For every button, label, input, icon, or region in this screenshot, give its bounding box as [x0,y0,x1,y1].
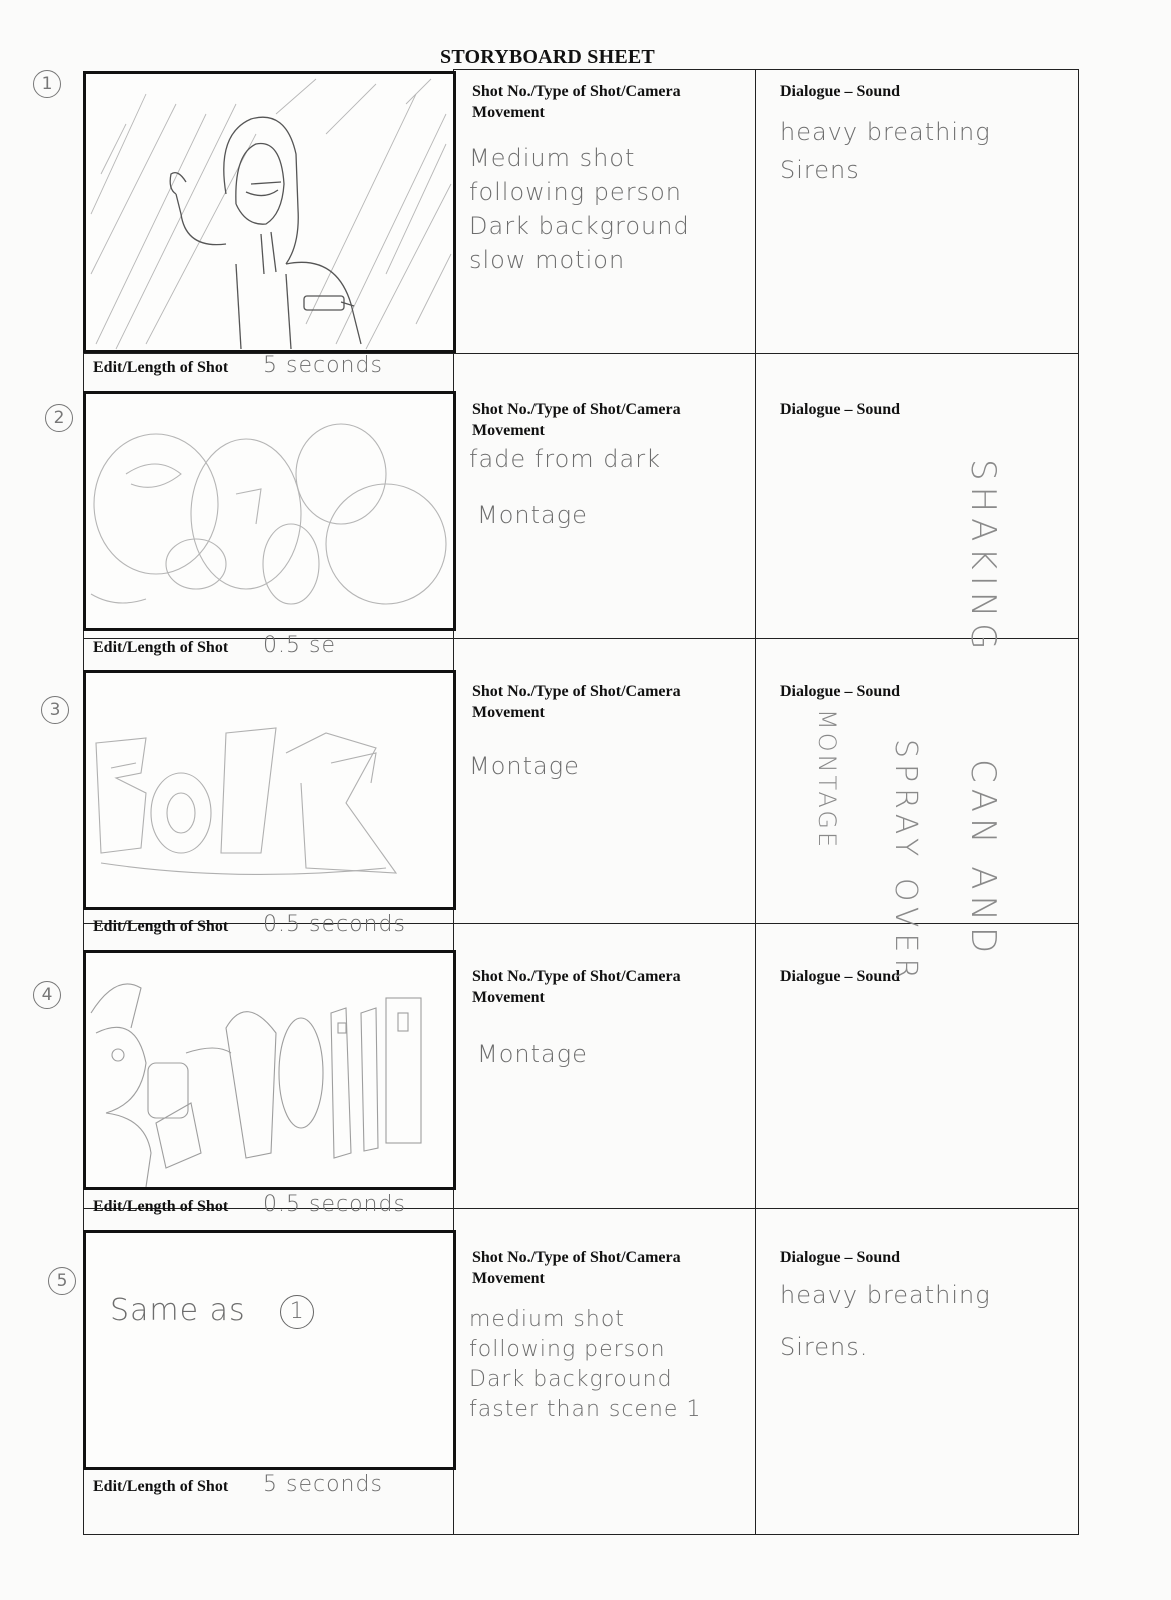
edit-length-value-2: 0.5 se [263,633,336,658]
dialogue-notes-5 [780,1269,991,1373]
dialogue-header-3: Dialogue – Sound [780,683,901,700]
shot-note: Medium shot [469,144,636,172]
shot-frame-5 [83,1230,456,1470]
edit-length-value-4: 0.5 seconds [263,1192,406,1217]
shot-note: Montage [477,1040,588,1068]
storyboard-grid [83,69,1079,1535]
shot-frame-3 [83,670,456,910]
shot-frame-1 [83,71,456,353]
shot-notes-5 [469,1305,701,1425]
shot-type-header-1: Shot No./Type of Shot/Camera Movement [472,83,681,121]
edit-length-value-1: 5 seconds [263,353,383,378]
shot-note: fade from dark [469,445,661,473]
shot-note: slow motion [469,246,626,274]
dialogue-header-5: Dialogue – Sound [780,1249,901,1266]
shot-note: faster than scene 1 [469,1397,702,1422]
shot-note: Dark background [469,1367,673,1392]
graffiti-letters-sketch [86,673,453,907]
row-number-4: 4 [33,981,61,1009]
row-number-3: 3 [41,696,69,724]
same-as-ref-circle: 1 [280,1295,314,1329]
shot-notes-3 [469,749,580,783]
same-as-text: Same as [110,1293,246,1328]
edit-length-value-3: 0.5 seconds [263,912,406,937]
shot-note: Montage [477,501,588,529]
shot-type-header-4: Shot No./Type of Shot/Camera Movement [472,968,681,1006]
storyboard-row-1 [83,69,1079,378]
vertical-note-spray-over: SPRAY OVER [888,739,923,986]
edit-length-label-5: Edit/Length of Shot [93,1478,229,1495]
dialogue-header-4: Dialogue – Sound [780,968,901,985]
shot-type-header-3: Shot No./Type of Shot/Camera Movement [472,683,681,721]
dialogue-note: Sirens. [780,1333,869,1361]
shot-notes-4 [469,1037,588,1071]
edit-length-label-3: Edit/Length of Shot [93,918,229,935]
shot-note: following person [469,178,682,206]
dialogue-header-2: Dialogue – Sound [780,401,901,418]
shot-notes-1 [469,141,690,277]
sheet-title: STORYBOARD SHEET [440,46,655,68]
dialogue-note: heavy breathing [780,118,991,146]
shot-note: medium shot [469,1307,625,1332]
edit-length-label-1: Edit/Length of Shot [93,359,229,376]
dialogue-note: Sirens [780,156,860,184]
vertical-note-can-and: CAN AND [963,759,1003,960]
shot-note: Montage [469,752,580,780]
shot-notes-2 [469,431,661,543]
vertical-note-montage: MONTAGE [813,709,841,851]
row-number-5: 5 [48,1267,76,1295]
dialogue-note: heavy breathing [780,1281,991,1309]
shot-note: following person [469,1337,666,1362]
hooded-figure-sketch [86,74,456,353]
shot-note: Dark background [469,212,690,240]
shot-type-header-2: Shot No./Type of Shot/Camera Movement [472,401,681,439]
graffiti-bubble-letters-sketch [86,394,453,628]
dialogue-header-1: Dialogue – Sound [780,83,901,100]
shot-frame-4 [83,950,456,1190]
figure-spraying-graffiti-sketch [86,953,453,1187]
edit-length-label-2: Edit/Length of Shot [93,639,229,656]
vertical-note-shaking: SHAKING [963,459,1003,656]
edit-length-label-4: Edit/Length of Shot [93,1198,229,1215]
row-number-2: 2 [45,404,73,432]
row-number-1: 1 [33,70,61,98]
dialogue-notes-1 [780,113,991,189]
shot-type-header-5: Shot No./Type of Shot/Camera Movement [472,1249,681,1287]
shot-frame-2 [83,391,456,631]
edit-length-value-5: 5 seconds [263,1472,383,1497]
same-as-note [110,1293,314,1329]
